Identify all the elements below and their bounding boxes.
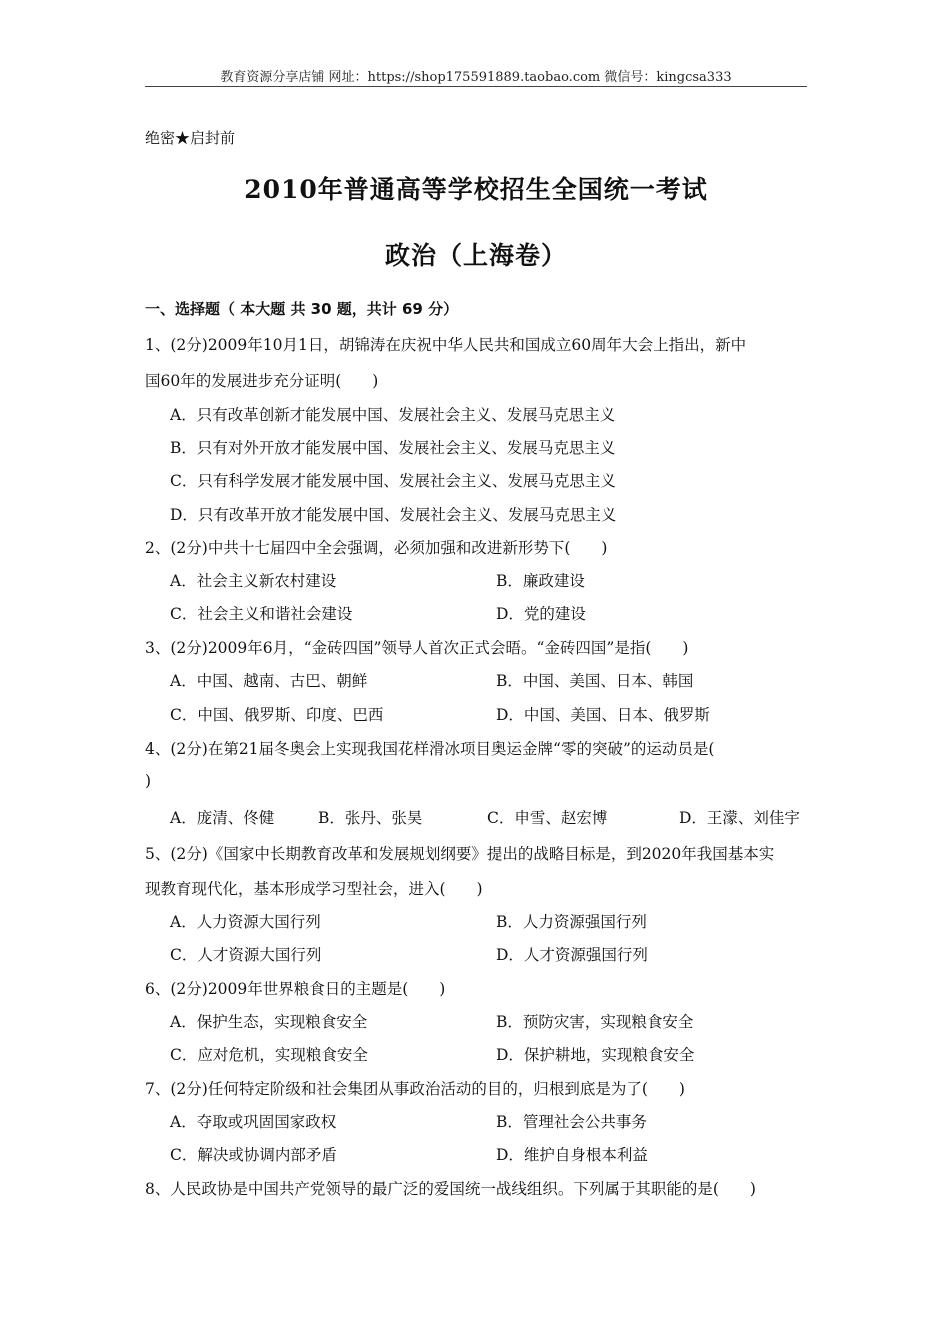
question-4-stem-line-2: ) xyxy=(145,772,152,790)
question-1-stem-line-1: 1、(2分)2009年10月1日，胡锦涛在庆祝中华人民共和国成立60周年大会上指出，新中 xyxy=(145,336,747,354)
question-5-stem-line-1: 5、(2分)《国家中长期教育改革和发展规划纲要》提出的战略目标是，到2020年我国基本实 xyxy=(145,845,775,863)
exam-title: 2010年普通高等学校招生全国统一考试 xyxy=(244,175,708,204)
question-7-option-b: B．管理社会公共事务 xyxy=(496,1113,647,1131)
question-1-stem-line-2: 国60年的发展进步充分证明( ) xyxy=(145,372,379,390)
question-3-option-a: A．中国、越南、古巴、朝鲜 xyxy=(170,672,368,690)
question-4-option-b: B．张丹、张昊 xyxy=(318,809,423,827)
question-2-stem: 2、(2分)中共十七届四中全会强调，必须加强和改进新形势下( ) xyxy=(145,539,608,557)
question-4-option-a: A．庞清、佟健 xyxy=(170,809,275,827)
question-6-option-d: D．保护耕地，实现粮食安全 xyxy=(496,1046,695,1064)
question-4-stem-line-1: 4、(2分)在第21届冬奥会上实现我国花样滑冰项目奥运金牌“零的突破”的运动员是( xyxy=(145,740,715,758)
question-6-option-b: B．预防灾害，实现粮食安全 xyxy=(496,1013,694,1031)
question-5-option-c: C．人才资源大国行列 xyxy=(170,946,322,964)
question-6-option-c: C．应对危机，实现粮食安全 xyxy=(170,1046,368,1064)
question-4-option-d: D．王濛、刘佳宇 xyxy=(679,809,800,827)
question-8-stem: 8、人民政协是中国共产党领导的最广泛的爱国统一战线组织。下列属于其职能的是( ) xyxy=(145,1180,756,1198)
section-title: 一、选择题（ 本大题 共 30 题，共计 69 分） xyxy=(145,300,459,318)
question-3-option-d: D．中国、美国、日本、俄罗斯 xyxy=(496,706,710,724)
question-2-option-d: D．党的建设 xyxy=(496,605,586,623)
question-3-option-c: C．中国、俄罗斯、印度、巴西 xyxy=(170,706,384,724)
question-5-option-a: A．人力资源大国行列 xyxy=(170,913,321,931)
question-1-option-c: C．只有科学发展才能发展中国、发展社会主义、发展马克思主义 xyxy=(170,472,616,490)
question-7-option-c: C．解决或协调内部矛盾 xyxy=(170,1146,337,1164)
question-1-option-d: D．只有改革开放才能发展中国、发展社会主义、发展马克思主义 xyxy=(170,506,617,524)
question-6-option-a: A．保护生态，实现粮食安全 xyxy=(170,1013,368,1031)
question-4-option-c: C．申雪、赵宏博 xyxy=(487,809,608,827)
confidential-label: 绝密★启封前 xyxy=(145,129,236,147)
exam-subtitle: 政治（上海卷） xyxy=(384,241,567,270)
question-1-option-a: A．只有改革创新才能发展中国、发展社会主义、发展马克思主义 xyxy=(170,406,616,424)
question-3-option-b: B．中国、美国、日本、韩国 xyxy=(496,672,694,690)
question-3-stem: 3、(2分)2009年6月，“金砖四国”领导人首次正式会晤。“金砖四国”是指( ) xyxy=(145,639,689,657)
question-1-option-b: B．只有对外开放才能发展中国、发展社会主义、发展马克思主义 xyxy=(170,439,616,457)
question-2-option-c: C．社会主义和谐社会建设 xyxy=(170,605,353,623)
question-5-stem-line-2: 现教育现代化，基本形成学习型社会，进入( ) xyxy=(145,880,483,898)
question-7-stem: 7、(2分)任何特定阶级和社会集团从事政治活动的目的，归根到底是为了( ) xyxy=(145,1080,685,1098)
page-header: 教育资源分享店铺 网址：https://shop175591889.taobao.com 微信号：kingcsa333 xyxy=(220,70,732,85)
question-7-option-d: D．维护自身根本利益 xyxy=(496,1146,648,1164)
header-divider xyxy=(145,86,807,87)
question-7-option-a: A．夺取或巩固国家政权 xyxy=(170,1113,337,1131)
question-5-option-b: B．人力资源强国行列 xyxy=(496,913,647,931)
question-5-option-d: D．人才资源强国行列 xyxy=(496,946,648,964)
question-6-stem: 6、(2分)2009年世界粮食日的主题是( ) xyxy=(145,980,446,998)
question-2-option-b: B．廉政建设 xyxy=(496,572,585,590)
question-2-option-a: A．社会主义新农村建设 xyxy=(170,572,337,590)
